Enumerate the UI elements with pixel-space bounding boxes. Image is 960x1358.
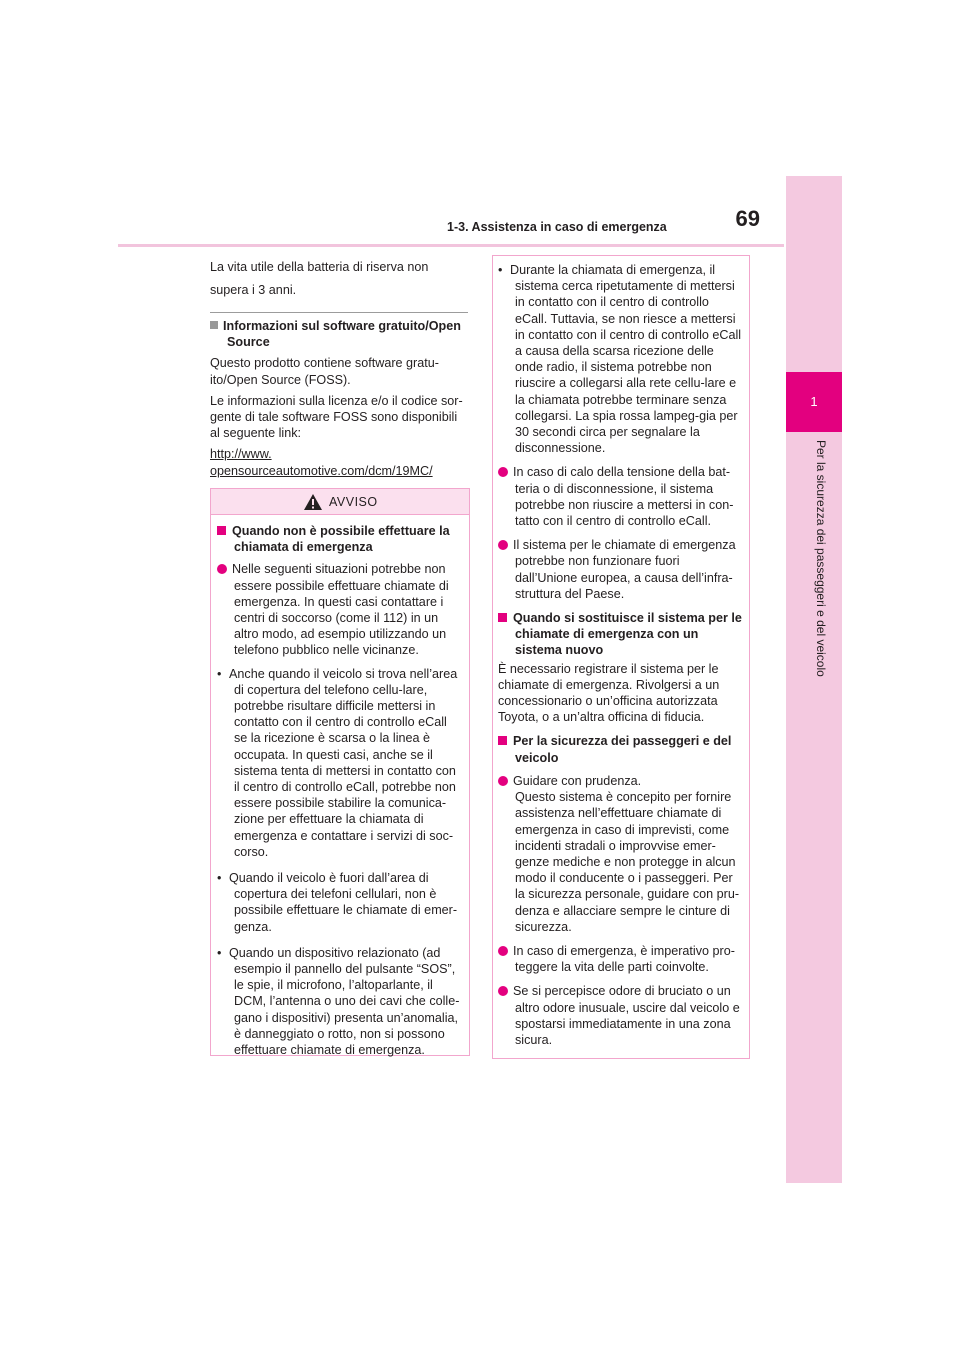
right-heading-2: Per la sicurezza dei passeggeri e del veicolo	[498, 733, 743, 765]
section-divider	[210, 312, 468, 313]
right-heading-1: Quando si sostituisce il sistema per le chiamate di emergenza con un sistema nuovo	[498, 610, 743, 659]
chapter-tab[interactable]: 1	[786, 372, 842, 432]
right-bullet-3: Guidare con prudenza. Questo sistema è concepito per fornire assistenza nell’effettuare chiamate di emergenza in caso di imprevisti, come incidenti stradali o improvvise emer-genze mediche e non protegge in alcun modo il conducente o i passeggeri. Per la sicurezza personale, guidare con pru-denza e allacciare sempre le cinture di sicurezza.	[498, 773, 743, 935]
right-bullet-1: In caso di calo della tensione della bat-teria o di disconnessione, il sistema potrebbe non riuscire a mettersi in con-tatto con il centro di controllo eCall.	[498, 464, 743, 529]
battery-note	[210, 258, 468, 300]
header-rule	[118, 244, 784, 247]
circle-bullet-icon	[498, 467, 508, 477]
foss-link-line-1[interactable]: http://www.	[210, 447, 272, 462]
warning-triangle-icon	[303, 493, 323, 511]
circle-bullet-icon	[498, 776, 508, 786]
circle-bullet-icon	[498, 946, 508, 956]
warning-dash-1: • Anche quando il veicolo si trova nell’area di copertura del telefono cellu-lare, potrebbe risultare difficile mettersi in contatto con il centro di controllo eCall se la ricezione è scarsa o la linea è occupata. In questi casi, anche se il sistema tenta di mettersi in contatto con il centro di controllo eCall, potrebbe non essere possibile stabilire la comunica-zione per effettuare la chiamata di emergenza e contattare i servizi di soc-corso.	[217, 666, 458, 859]
warning-content	[217, 523, 461, 1058]
chapter-title-vertical	[814, 440, 828, 740]
warning-header	[211, 489, 469, 515]
section-title: 1-3. Assistenza in caso di emergenza	[447, 220, 667, 234]
chapter-title: Per la sicurezza dei passeggeri e del veicolo	[814, 440, 828, 677]
foss-paragraph-1: Questo prodotto contiene software gratu-ito/Open Source (FOSS).	[210, 356, 439, 387]
circle-bullet-icon	[498, 540, 508, 550]
battery-line-1: La vita utile della batteria di riserva non	[210, 260, 429, 274]
square-bullet-icon	[210, 321, 218, 329]
warning-dash-2: • Quando il veicolo è fuori dall’area di copertura dei telefoni cellulari, non è possibile effettuare le chiamate di emer-genza.	[217, 871, 458, 934]
square-bullet-icon	[498, 736, 507, 745]
right-paragraph-1: È necessario registrare il sistema per le chiamate di emergenza. Rivolgersi a un concessionario o un’officina autorizzata Toyota, o a un’altra officina di fiducia.	[498, 661, 720, 725]
warning-dash-3: • Quando un dispositivo relazionato (ad esempio il pannello del pulsante “SOS”, le spie, il microfono, l’altoparlante, il DCM, l’antenna o uno dei cavi che colle-gano i dispositivi) presenta un’anomalia, è danneggiato o rotto, non si possono effettuare chiamate di emergenza.	[217, 945, 460, 1058]
warning-box	[210, 488, 470, 1056]
foss-link-line-2[interactable]: opensourceautomotive.com/dcm/19MC/	[210, 463, 433, 478]
foss-paragraph-2: Le informazioni sulla licenza e/o il codice sor-gente di tale software FOSS sono disponibili al seguente link:	[210, 393, 463, 441]
square-bullet-icon	[498, 613, 507, 622]
warning-continued-content	[498, 262, 743, 1048]
warning-heading: Quando non è possibile effettuare la chiamata di emergenza	[217, 523, 461, 555]
warning-bullet-1: Nelle seguenti situazioni potrebbe non essere possibile effettuare chiamate di emergenza. In questi casi contattare i centri di soccorso (come il 112) in un altro modo, ad esempio utilizzando un telefono pubblico nelle vicinanze.	[217, 561, 461, 658]
warning-box-continued	[492, 255, 750, 1059]
foss-link[interactable]	[210, 446, 468, 478]
circle-bullet-icon	[498, 986, 508, 996]
right-bullet-2: Il sistema per le chiamate di emergenza potrebbe non funzionare fuori dall’Unione europea, a causa dell’infra-struttura del Paese.	[498, 537, 743, 602]
foss-section	[210, 318, 468, 479]
warning-title: AVVISO	[329, 495, 378, 509]
right-dash-1: • Durante la chiamata di emergenza, il sistema cerca ripetutamente di mettersi in contatto con il centro di controllo eCall. Tuttavia, se non riesce a mettersi in contatto con il centro di controllo eCall a causa della scarsa ricezione delle onde radio, il sistema potrebbe non riuscire a collegarsi alla rete cellu-lare e la chiamata potrebbe terminare senza collegarsi. La spia rossa lampeg-gia per 30 secondi circa per segnalare la disconnessione.	[498, 263, 742, 456]
page-number: 69	[735, 206, 760, 231]
circle-bullet-icon	[217, 564, 227, 574]
right-bullet-5: Se si percepisce odore di bruciato o un altro odore inusuale, uscire dal veicolo e spostarsi immediatamente in una zona sicura.	[498, 983, 743, 1048]
battery-line-2: supera i 3 anni.	[210, 283, 297, 297]
square-bullet-icon	[217, 526, 226, 535]
right-bullet-4: In caso di emergenza, è imperativo pro-teggere la vita delle parti coinvolte.	[498, 943, 743, 975]
foss-heading: Informazioni sul software gratuito/Open Source	[210, 318, 468, 350]
